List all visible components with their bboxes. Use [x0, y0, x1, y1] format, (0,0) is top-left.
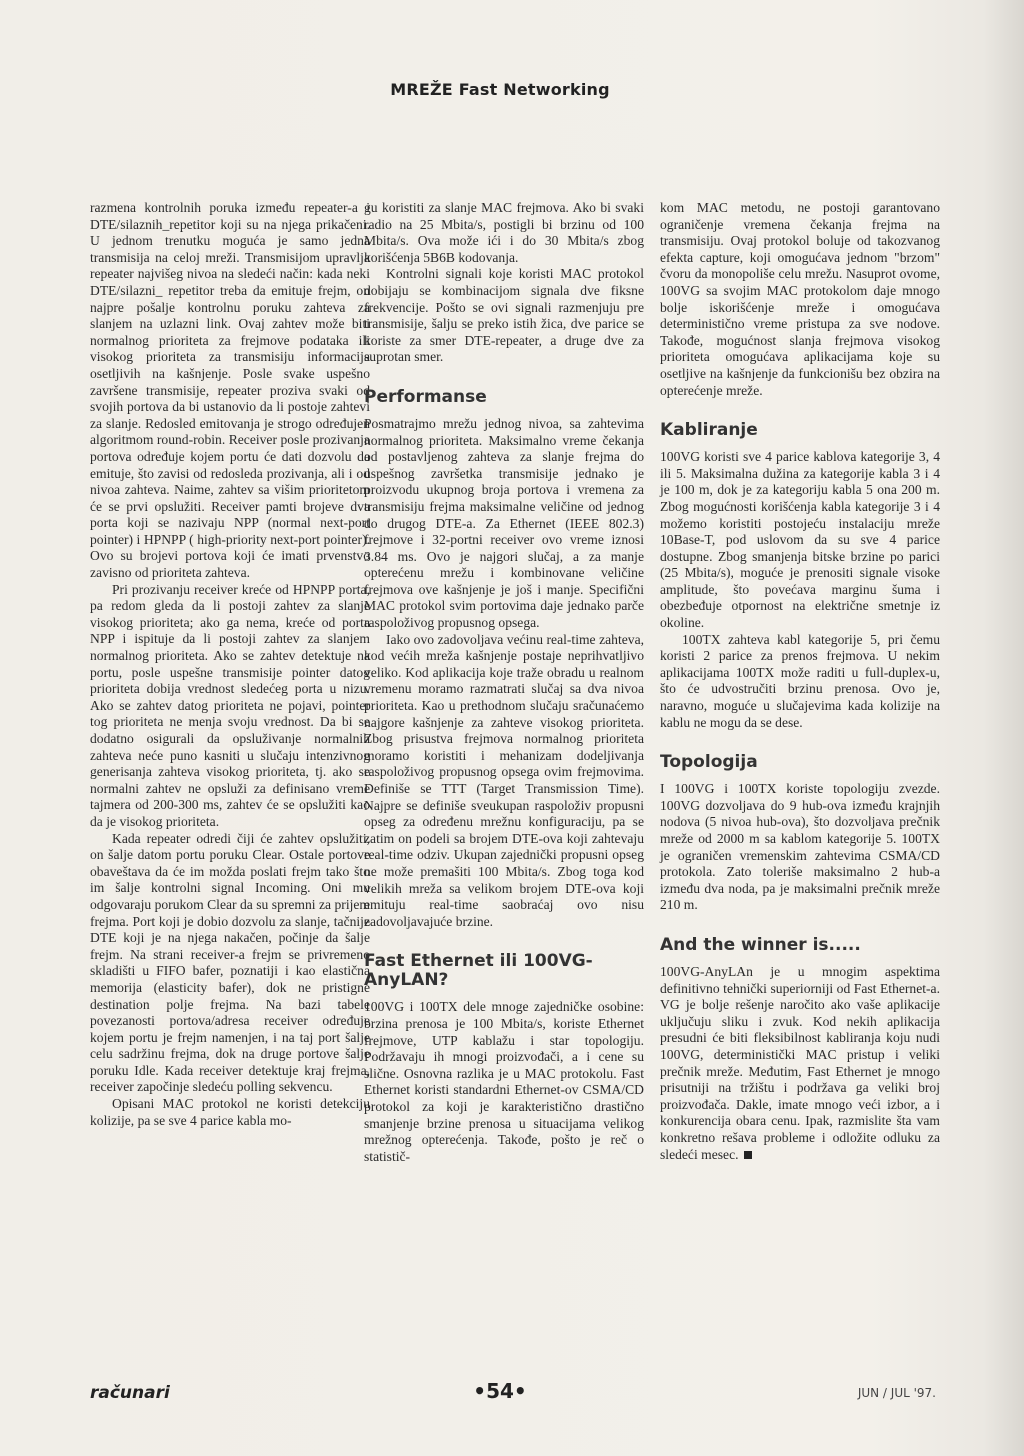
paragraph: kom MAC metodu, ne postoji garantovano ograničenje vremena čekanja frejma na transmisiju. Ovaj protokol boluje od takozvanog efekta capture, koji omogućava jednom "brzom" čvoru da monopoliše celu mrežu. Nasuprot ovome, 100VG sa svojim MAC protokolom daje mnogo bolje iskorišćenje mreže i omogućava deterministično vreme pristupa za sve nodove. Takođe, mogućnost slanja frejmova visokog prioriteta omogućava aplikacijama koje su osetljive na kašnjenje da funkcionišu bez obzira na opterećenje mreže.	[660, 200, 940, 398]
section-heading-fast-ethernet: Fast Ethernet ili 100VG-AnyLAN?	[364, 951, 593, 991]
paragraph: Pri prozivanju receiver kreće od HPNPP porta, pa redom gleda da li postoji zahtev za slanje visokog prioriteta; ako ga nema, kreće od porta NPP i ispituje da li postoji zahtev za slanjem normalnog prioriteta. Ako se zahtev detektuje na portu, posle uspešne transmisije pointer datog prioriteta dobija vrednost sledećeg porta u nizu. Ako se zahtev datog prioriteta ne pojavi, pointer tog prioriteta ne menja svoju vrednost. Da bi se dodatno osigurali da opsluživanje normalnih zahteva neće puno kasniti u slučaju intenzivnog generisanja zahteva visokog prioriteta, tj. ako se normalni zahtev ne opsluži za definisano vreme tajmera od 200-300 ms, zahtev će se opslužiti kao da je visokog prioriteta.	[90, 581, 370, 829]
paragraph: Kada repeater odredi čiji će zahtev opslužiti, on šalje datom portu poruku Clear. Ostale portove obaveštava da će im možda poslati frejm tako što im šalje kontrolni signal Incoming. Oni mu odgovaraju porukom Clear da su spremni za prijem frejma. Port koji je dobio dozvolu za slanje, tačnije DTE koji je na njega nakačen, počinje da šalje frejm. Na strani receiver-a frejm se privremeno skladišti u FIFO bafer, poznatiji i kao elastična memorija (elasticity bafer), dok ne pristigne destination polje frejma. Na bazi tabele povezanosti portova/adresa receiver određuje kojem portu je frejm namenjen, i na taj port šalje celu sadržinu frejma, dok na druge portove šalje poruku Idle. Kada receiver detektuje kraj frejma, receiver započinje sledeću polling sekvencu.	[90, 830, 370, 1095]
page-number: •54•	[473, 1379, 527, 1403]
column-2	[364, 200, 644, 1165]
end-mark-icon	[744, 1151, 752, 1159]
paragraph: Kontrolni signali koje koristi MAC protokol dobijaju se kombinacijom signala dve fiksne frekvencije. Pošto se ovi signali razmenjuju pre transmisije, šalju se preko istih žica, dve parice se koriste za smer DTE-repeater, a druge dve za suprotan smer.	[364, 266, 644, 365]
running-title: MREŽE Fast Networking	[390, 80, 610, 99]
paragraph: 100VG koristi sve 4 parice kablova kategorije 3, 4 ili 5. Maksimalna dužina za kategorije kabla 3 i 4 je 100 m, dok je za kategoriju kabla 5 ona 200 m. Zbog mogućnosti korišćenja kabla kategorije 3 i 4 možemo koristiti postojeću instalaciju mreže 10Base-T, pod uslovom da su sve 4 parice dostupne. Zbog smanjenja bitske brzine po parici (25 Mbita/s), moguće je prenositi signale visoke amplitude, što povećava marginu šuma i obezbeđuje otpornost na električne smetnje iz okoline.	[660, 449, 940, 631]
paragraph: Posmatrajmo mrežu jednog nivoa, sa zahtevima normalnog prioriteta. Maksimalno vreme čekanja od postavljenog zahteva za slanje frejma do uspešnog završetka transmisije jednako je proizvodu ukupnog broja portova i vremena za transmisiju frejma maksimalne veličine od jednog do drugog DTE-a. Za Ethernet (IEEE 802.3) frejmove i 32-portni receiver ovo vreme iznosi 3.84 ms. Ovo je najgori slučaj, a za manje opterećenu mrežu i kombinovane veličine frejmova ove kašnjenje je još i manje. Specifični MAC protokol svim portovima daje jednako parče raspoloživog propusnog opsega.	[364, 415, 644, 631]
paragraph: 100TX zahteva kabl kategorije 5, pri čemu koristi 2 parice za prenos frejmova. U nekim aplikacijama 100TX može raditi u full-duplex-u, što će udvostručiti brzinu prenosa. Ovo je, naravno, moguće u slučajevima kada kolizije na kablu ne mogu da se dese.	[660, 631, 940, 730]
paragraph: I 100VG i 100TX koriste topologiju zvezde. 100VG dozvoljava do 9 hub-ova između krajnjih nodova (5 nivoa hub-ova), što dozvoljava prečnik mreže od 2000 m sa kablom kategorije 5. 100TX je ograničen vremenskim zahtevima CSMA/CD protokola. Zato toleriše maksimalno 2 hub-a između dva noda, pa je maksimalni prečnik mreže 210 m.	[660, 781, 940, 913]
column-1	[90, 200, 370, 1129]
section-heading-kabliranje: Kabliranje	[660, 420, 758, 441]
section-heading-performanse: Performanse	[364, 386, 487, 407]
issue-date: JUN / JUL '97.	[857, 1386, 936, 1400]
column-3	[660, 200, 940, 1163]
paragraph-text: 100VG-AnyLAn je u mnogim aspektima definitivno tehnički superiorniji od Fast Ethernet-a. VG je bolje rešenje naročito ako vaše aplikacije uključuju sliku i zvuk. Kod nekih aplikacija presudni će biti fleksibilnost kabliranja koju nudi 100VG, deterministički MAC pristup i veliki prečnik mreže. Međutim, Fast Ethernet je mnogo prisutniji na tržištu i podržava ga veliki broj proizvođača. Dakle, imate mnogo veći izbor, a i konkurencija obara cenu. Ipak, razmislite šta vam konkretno rešava probleme i odložite odluku za sledeći mesec.	[660, 963, 940, 1162]
section-heading-winner: And the winner is.....	[660, 934, 861, 955]
paragraph: 100VG i 100TX dele mnoge zajedničke osobine: brzina prenosa je 100 Mbita/s, koriste Ethernet frejmove, UTP kablažu i star topologiju. Podržavaju ih mnogi proizvođači, a i cene su slične. Osnovna razlika je u MAC protokolu. Fast Ethernet koristi standardni Ethernet-ov CSMA/CD protokol za koji je karakteristično drastično smanjenje brzine prenosa u situacijama velikog mrežnog opterećenja. Takođe, pošto je reč o statistič-	[364, 999, 644, 1164]
paragraph: gu koristiti za slanje MAC frejmova. Ako bi svaki radio na 25 Mbita/s, postigli bi brzinu od 100 Mbita/s. Ova može ići i do 30 Mbita/s zbog korišćenja 5B6B kodovanja.	[364, 200, 644, 265]
section-heading-topologija: Topologija	[660, 752, 758, 773]
paragraph: razmena kontrolnih poruka između repeater-a i DTE/silaznih_repetitor koji su na njega prikačeni. U jednom trenutku moguća je samo jedna transmisija na celoj mreži. Transmisijom upravlja repeater najvišeg nivoa na sledeći način: kada neki DTE/silazni_ repetitor treba da emituje frejm, on najpre pošalje kontrolnu poruku zahteva za slanjem na uzlazni link. Ovaj zahtev može biti normalnog prioriteta za frejmove podataka ili visokog prioriteta za transmisiju informacija osetljivih na kašnjenje. Posle svake uspešno završene transmisije, repeater proziva svaki od svojih portova da bi ustanovio da li postoje zahtevi za slanje. Redosled emitovanja je strogo određujen algoritmom round-robin. Receiver posle prozivanja portova određuje kojem portu će dati dozvolu da emituje, što zavisi od redosleda prozivanja, ali i od nivoa zahteva. Naime, zahtev sa višim prioritetom će se prvi opslužiti. Receiver pamti brojeve dva porta koji se nazivaju NPP (normal next-port pointer) i HPNPP ( high-priority next-port pointer). Ovo su brojevi portova koji će imati prvenstvo zavisno od prioriteta zahteva.	[90, 200, 370, 581]
paragraph: Opisani MAC protokol ne koristi detekciju kolizije, pa se sve 4 parice kabla mo-	[90, 1096, 370, 1128]
magazine-name: računari	[90, 1383, 170, 1403]
paragraph	[660, 964, 940, 1163]
paragraph: Iako ovo zadovoljava većinu real-time zahteva, kod većih mreža kašnjenje postaje neprihvatljivo veliko. Kod aplikacija koje traže obradu u realnom vremenu moramo razmatrati slučaj sa dva nivoa prioriteta. Kao u prethodnom slučaju sračunaćemo najgore kašnjenje za zahteve visokog prioriteta. Zbog prisustva frejmova normalnog prioriteta moramo koristiti i mehanizam dodeljivanja raspoloživog propusnog opsega ovim frejmovima. Definiše se TTT (Target Transmission Time). Najpre se definiše sveukupan raspoloživ propusni opseg za određenu mrežnu konfiguraciju, pa se zatim on podeli sa brojem DTE-ova koji zahtevaju real-time odziv. Ukupan zajednički propusni opseg ne može premašiti 100 Mbita/s. Zbog toga kod velikih mreža sa velikom brojem DTE-ova koji emituju real-time saobraćaj ovo nisu zadovoljavajuće brzine.	[364, 631, 644, 929]
